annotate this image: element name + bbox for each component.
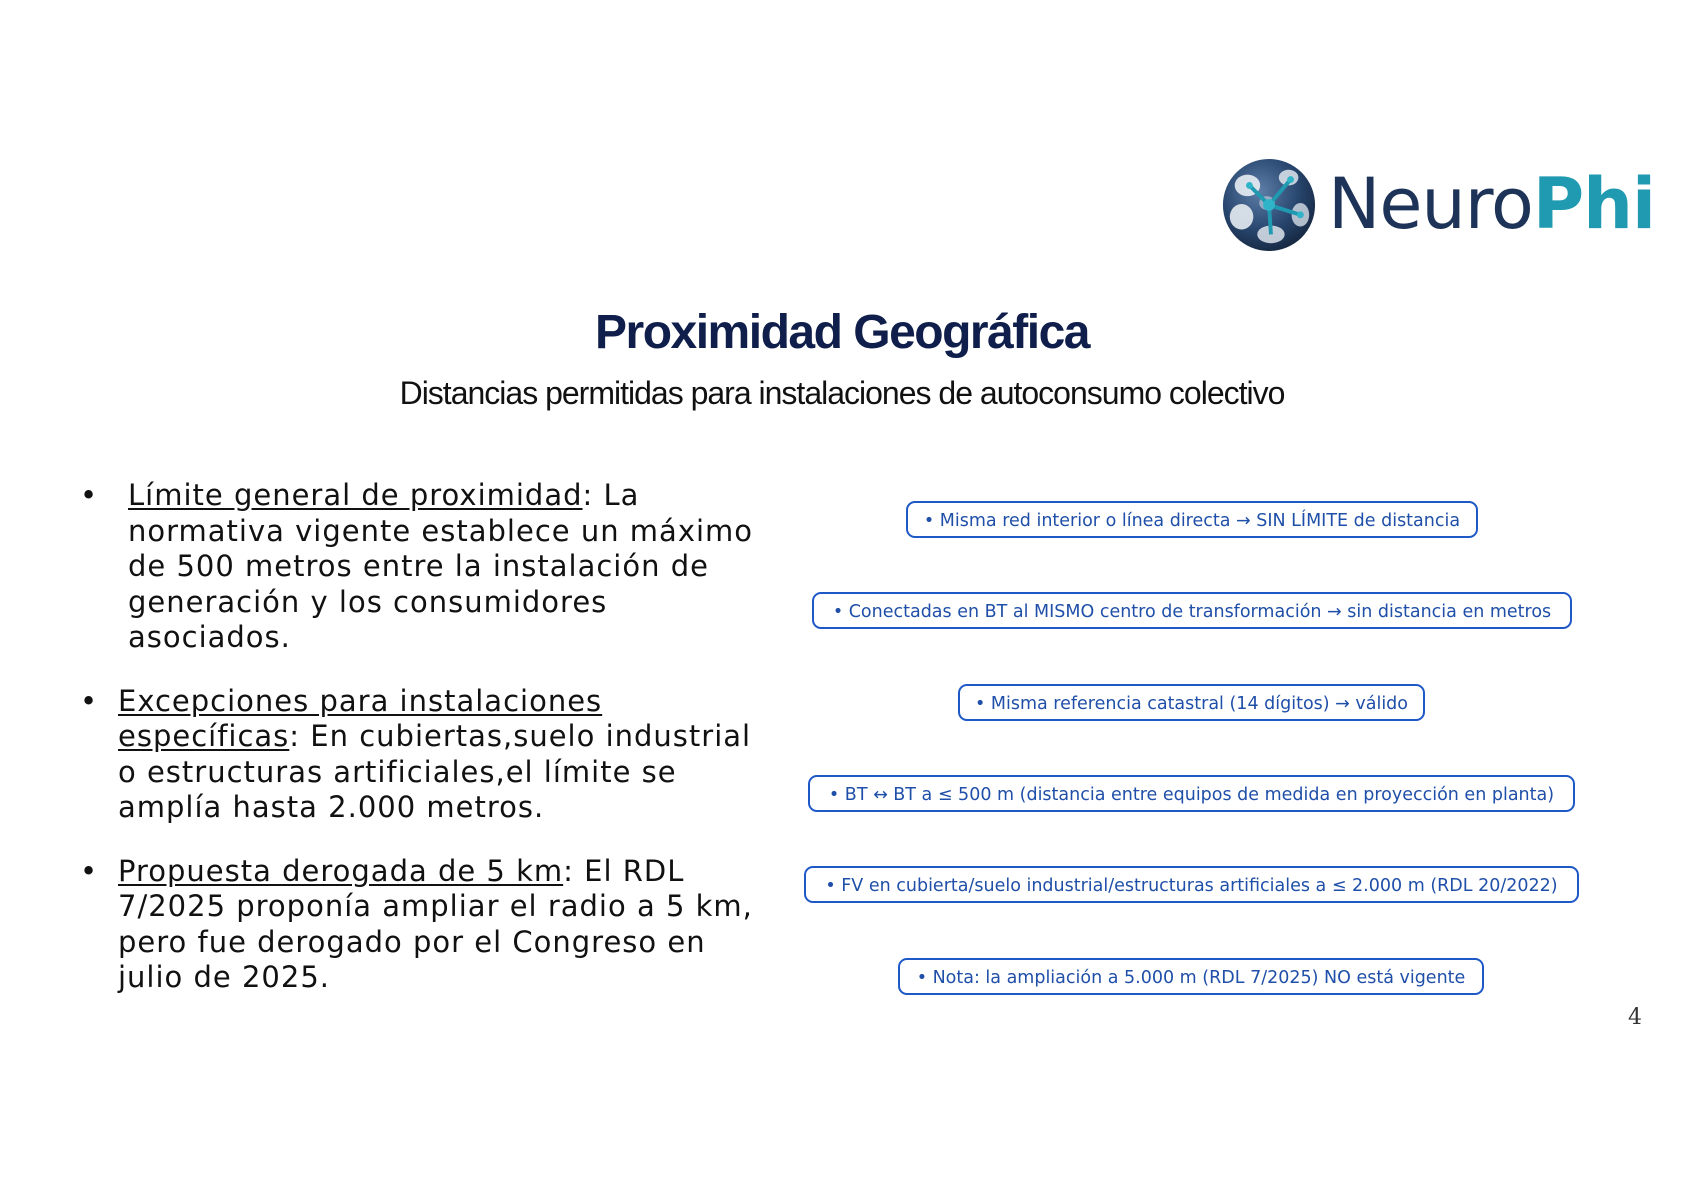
pill-bt-500m — [808, 775, 1575, 812]
pill-same-transformer — [812, 592, 1572, 629]
logo-text-phi: Phi — [1532, 163, 1656, 245]
pill-note-5000m — [898, 958, 1484, 995]
pill-cadastral-reference — [958, 684, 1425, 721]
bullet-text: : El RDL 7/2025 proponía ampliar el radio a 5 km, pero fue derogado por el Congreso en julio de 2025. — [118, 853, 753, 994]
pill-text: • FV en cubierta/suelo industrial/estructuras artificiales a ≤ 2.000 m (RDL 20/2022) — [825, 876, 1558, 896]
pill-text: • Misma red interior o línea directa → SIN LÍMITE de distancia — [923, 511, 1461, 531]
pill-fv-2000m — [804, 866, 1579, 903]
page-subtitle: Distancias permitidas para instalaciones de autoconsumo colectivo — [399, 375, 1285, 411]
bullet-dot: • — [80, 478, 99, 512]
bullet-heading: Excepciones para instalaciones específicas — [118, 683, 603, 753]
bullet-dot: • — [80, 683, 99, 718]
bullet-item-exceptions — [80, 684, 780, 826]
page-number: 4 — [1628, 1005, 1642, 1030]
neurophi-logo — [1220, 152, 1656, 262]
pill-text: • BT ↔ BT a ≤ 500 m (distancia entre equipos de medida en proyección en planta) — [828, 785, 1555, 805]
bullet-list — [80, 478, 780, 1024]
pill-text: • Nota: la ampliación a 5.000 m (RDL 7/2025) NO está vigente — [916, 968, 1466, 988]
page-title: Proximidad Geográfica — [595, 306, 1089, 359]
bullet-item-repealed-proposal — [80, 854, 780, 996]
logo-text-neuro: Neuro — [1328, 163, 1533, 245]
bullet-item-general-limit — [80, 478, 780, 656]
pill-text: • Misma referencia catastral (14 dígitos) → válido — [974, 694, 1408, 714]
pill-text: • Conectadas en BT al MISMO centro de transformación → sin distancia en metros — [832, 602, 1552, 622]
bullet-heading: Límite general de proximidad — [128, 478, 583, 512]
bullet-dot: • — [80, 853, 99, 888]
bullet-heading: Propuesta derogada de 5 km — [118, 853, 564, 888]
pill-interior-network — [906, 501, 1478, 538]
logo-wordmark — [1328, 164, 1655, 244]
bullet-text: : En cubiertas,suelo industrial o estructuras artificiales,el límite se amplía hasta 2.000 metros. — [118, 719, 752, 824]
bullet-text: : La normativa vigente establece un máximo de 500 metros entre la instalación de generación y los consumidores asociados. — [128, 478, 754, 654]
neural-globe-icon — [1220, 156, 1318, 254]
